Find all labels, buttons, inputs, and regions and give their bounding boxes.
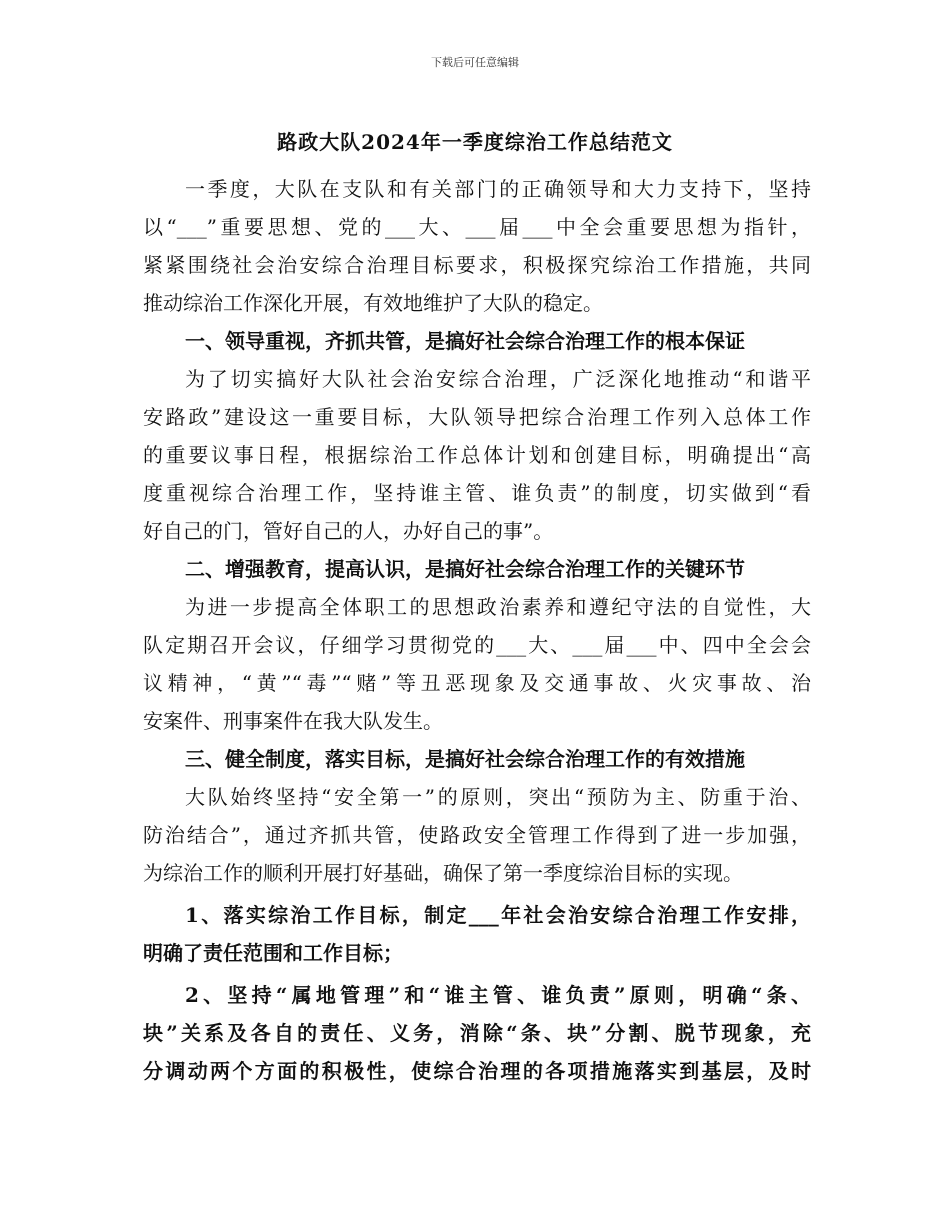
- document-title: 路政大队2024年一季度综治工作总结范文: [277, 130, 673, 154]
- paragraph-line: 为进一步提高全体职工的思想政治素养和遵纪守法的自觉性，大: [185, 595, 811, 619]
- paragraph-line: 大队始终坚持“安全第一”的原则，突出“预防为主、防重于治、: [185, 785, 811, 809]
- list-item-line: 明确了责任范围和工作目标；: [143, 941, 403, 965]
- page-header-note: 下载后可任意编辑: [431, 56, 519, 69]
- list-item-line: 1、落实综治工作目标，制定___年社会治安综合治理工作安排，: [185, 903, 811, 927]
- section-heading-1: 一、领导重视，齐抓共管，是搞好社会综合治理工作的根本保证: [185, 329, 745, 353]
- paragraph-line: 队定期召开会议，仔细学习贯彻党的___大、___届___中、四中全会会: [143, 633, 811, 657]
- paragraph-line: 度重视综合治理工作，坚持谁主管、谁负责”的制度，切实做到“看: [143, 481, 811, 505]
- paragraph-line: 安案件、刑事案件在我大队发生。: [143, 709, 443, 733]
- paragraph-line: 好自己的门，管好自己的人，办好自己的事”。: [143, 519, 554, 543]
- paragraph-line: 一季度，大队在支队和有关部门的正确领导和大力支持下，坚持: [185, 177, 811, 201]
- paragraph-line: 安路政”建设这一重要目标，大队领导把综合治理工作列入总体工作: [143, 405, 811, 429]
- paragraph-line: 为了切实搞好大队社会治安综合治理，广泛深化地推动“和谐平: [185, 367, 811, 391]
- list-item-line: 块”关系及各自的责任、义务，消除“条、块”分割、脱节现象，充: [143, 1021, 811, 1045]
- document-body: [143, 170, 811, 1090]
- paragraph-line: 防治结合”，通过齐抓共管，使路政安全管理工作得到了进一步加强，: [143, 823, 811, 847]
- section-heading-2: 二、增强教育，提高认识，是搞好社会综合治理工作的关键环节: [185, 557, 745, 581]
- list-item-line: 2、坚持“属地管理”和“谁主管、谁负责”原则，明确“条、: [185, 983, 811, 1007]
- paragraph-line: 为综治工作的顺利开展打好基础，确保了第一季度综治目标的实现。: [143, 861, 743, 885]
- section-heading-3: 三、健全制度，落实目标，是搞好社会综合治理工作的有效措施: [185, 747, 745, 771]
- paragraph-line: 议精神，“黄”“毒”“赌”等丑恶现象及交通事故、火灾事故、治: [143, 671, 811, 695]
- paragraph-line: 紧紧围绕社会治安综合治理目标要求，积极探究综治工作措施，共同: [143, 253, 811, 277]
- paragraph-line: 的重要议事日程，根据综治工作总体计划和创建目标，明确提出“高: [143, 443, 811, 467]
- paragraph-line: 以“___”重要思想、党的___大、___届___中全会重要思想为指针，: [143, 215, 811, 239]
- paragraph-line: 推动综治工作深化开展，有效地维护了大队的稳定。: [143, 291, 603, 315]
- list-item-line: 分调动两个方面的积极性，使综合治理的各项措施落实到基层，及时: [143, 1059, 811, 1083]
